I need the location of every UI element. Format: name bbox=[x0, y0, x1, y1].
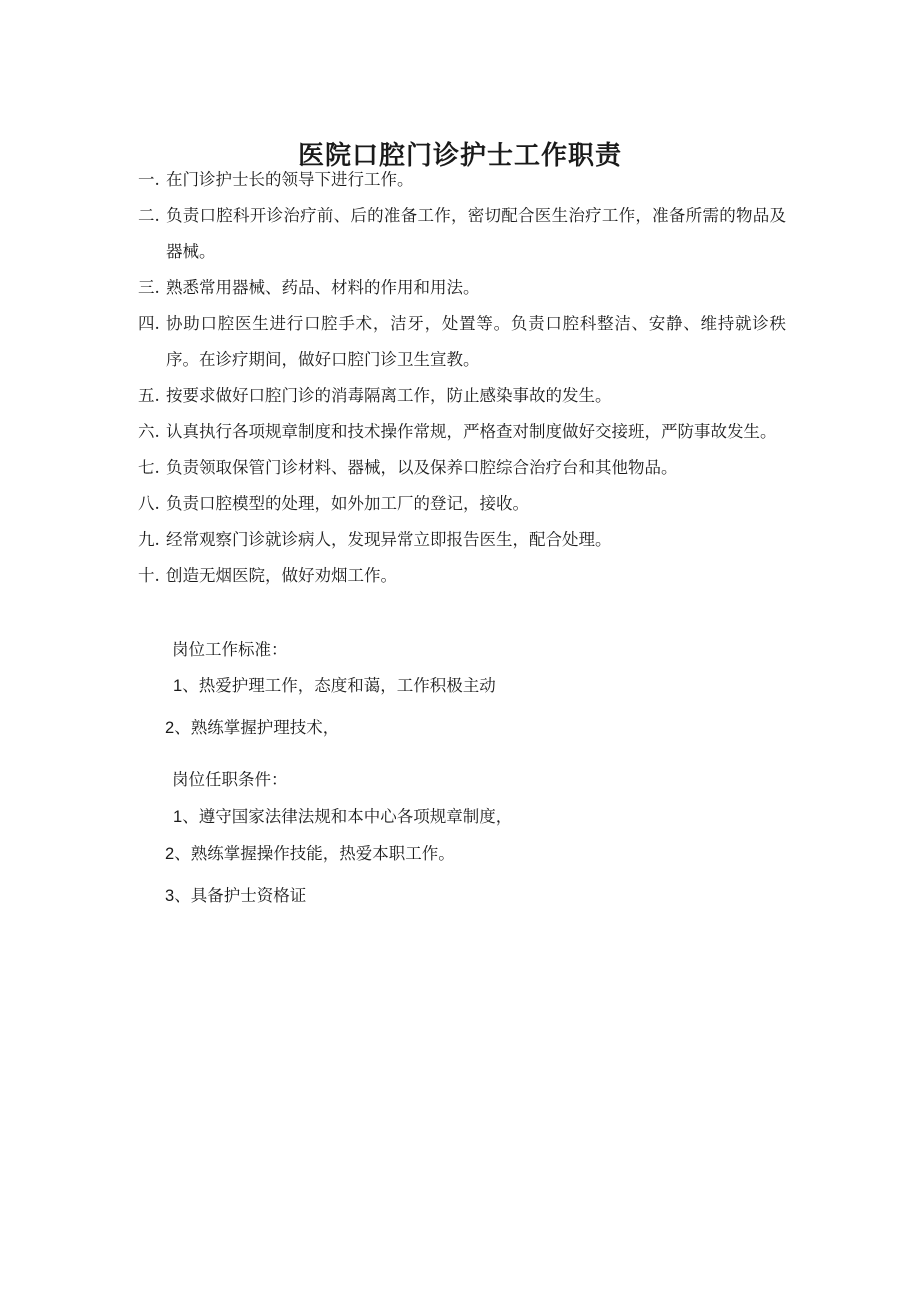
duty-number: 十. bbox=[138, 566, 160, 585]
page-title: 医院口腔门诊护士工作职责 bbox=[297, 141, 622, 172]
item-number: 3 bbox=[165, 887, 175, 905]
duty-text: 协助口腔医生进行口腔手术，洁牙，处置等。负责口腔科整洁、安静、维持就诊秩序。在诊疗期间，做好口腔门诊卫生宣教。 bbox=[166, 314, 786, 369]
requirements-item-2 bbox=[165, 842, 455, 866]
item-number: 1 bbox=[173, 677, 183, 695]
duty-item-8 bbox=[138, 486, 786, 522]
standards-heading: 岗位工作标准： bbox=[172, 640, 288, 659]
duty-number: 二. bbox=[138, 206, 160, 225]
duty-text: 在门诊护士长的领导下进行工作。 bbox=[166, 170, 414, 189]
duty-number: 三. bbox=[138, 278, 160, 297]
item-number: 2 bbox=[165, 719, 175, 737]
item-text: 、具备护士资格证 bbox=[174, 886, 307, 905]
duty-text: 认真执行各项规章制度和技术操作常规，严格查对制度做好交接班，严防事故发生。 bbox=[166, 422, 777, 441]
duty-text: 经常观察门诊就诊病人，发现异常立即报告医生，配合处理。 bbox=[166, 530, 612, 549]
duty-number: 一. bbox=[138, 170, 160, 189]
duty-list bbox=[138, 162, 786, 594]
standards-item-1 bbox=[173, 674, 496, 698]
requirements-item-3 bbox=[165, 884, 306, 908]
item-text: 、热爱护理工作，态度和蔼，工作积极主动 bbox=[182, 676, 496, 695]
duty-item-2 bbox=[138, 198, 786, 270]
duty-text: 负责领取保管门诊材料、器械，以及保养口腔综合治疗台和其他物品。 bbox=[166, 458, 678, 477]
duty-number: 九. bbox=[138, 530, 160, 549]
requirements-item-1 bbox=[173, 805, 512, 829]
duty-item-7 bbox=[138, 450, 786, 486]
duty-item-10 bbox=[138, 558, 786, 594]
duty-number: 六. bbox=[138, 422, 160, 441]
duty-item-9 bbox=[138, 522, 786, 558]
item-number: 1 bbox=[173, 808, 183, 826]
duty-text: 创造无烟医院，做好劝烟工作。 bbox=[166, 566, 397, 585]
duty-text: 负责口腔科开诊治疗前、后的准备工作，密切配合医生治疗工作，准备所需的物品及器械。 bbox=[166, 206, 786, 261]
duty-text: 按要求做好口腔门诊的消毒隔离工作，防止感染事故的发生。 bbox=[166, 386, 612, 405]
duty-number: 八. bbox=[138, 494, 160, 513]
requirements-heading: 岗位任职条件： bbox=[172, 770, 288, 789]
duty-number: 四. bbox=[138, 314, 160, 333]
item-text: 、熟练掌握护理技术， bbox=[174, 718, 340, 737]
duty-text: 熟悉常用器械、药品、材料的作用和用法。 bbox=[166, 278, 480, 297]
duty-item-5 bbox=[138, 378, 786, 414]
duty-item-1 bbox=[138, 162, 786, 198]
item-number: 2 bbox=[165, 845, 175, 863]
duty-number: 五. bbox=[138, 386, 160, 405]
duty-item-3 bbox=[138, 270, 786, 306]
duty-item-4 bbox=[138, 306, 786, 378]
duty-item-6 bbox=[138, 414, 786, 450]
duty-number: 七. bbox=[138, 458, 160, 477]
standards-item-2 bbox=[165, 716, 339, 740]
duty-text: 负责口腔模型的处理，如外加工厂的登记，接收。 bbox=[166, 494, 529, 513]
item-text: 、熟练掌握操作技能，热爱本职工作。 bbox=[174, 844, 455, 863]
item-text: 、遵守国家法律法规和本中心各项规章制度， bbox=[182, 807, 513, 826]
